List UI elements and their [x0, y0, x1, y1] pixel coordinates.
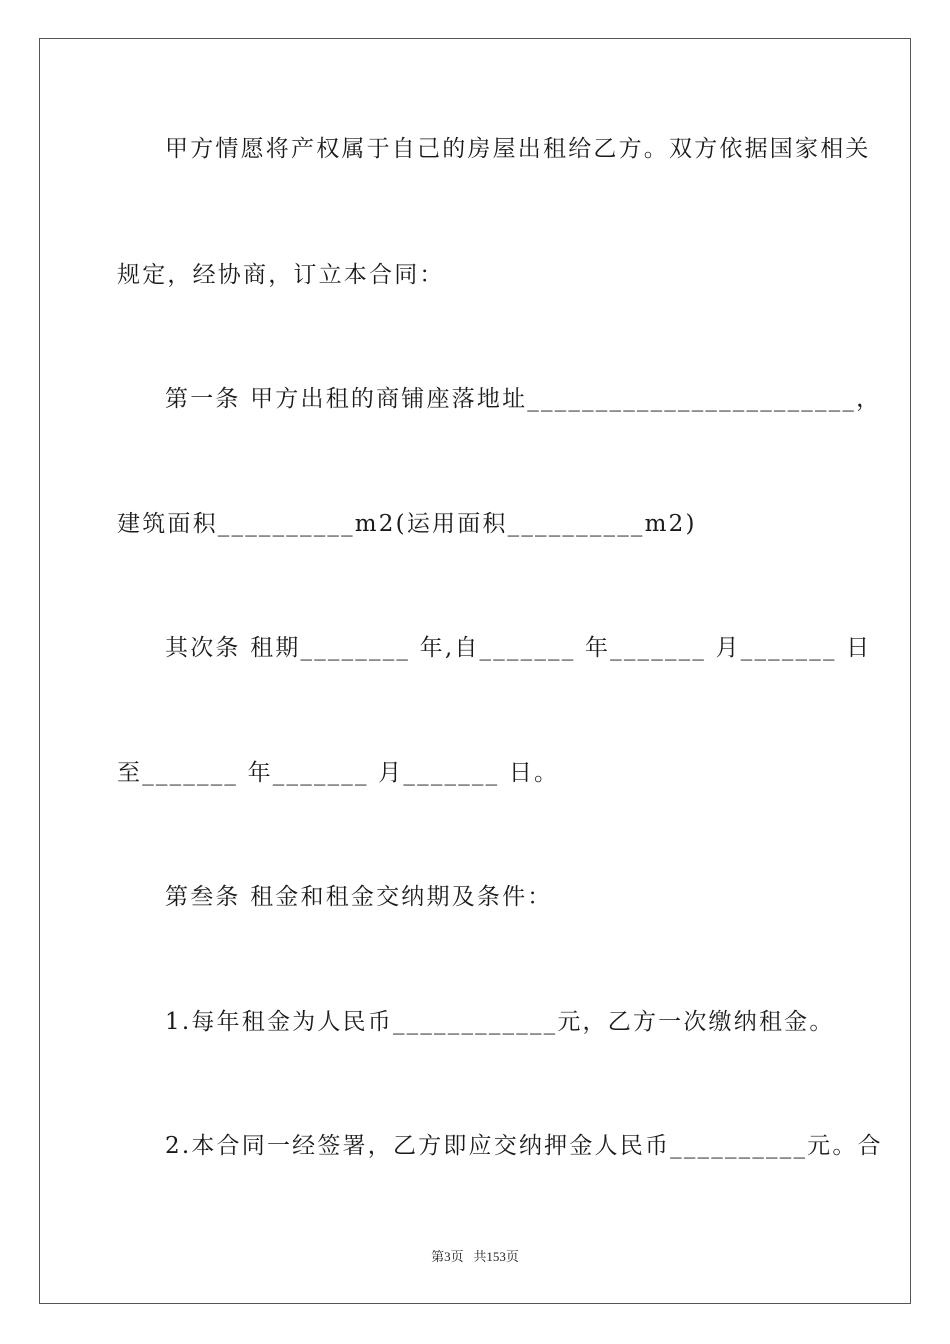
- article-2-line-2: 至_______ 年_______ 月_______ 日。: [117, 760, 560, 786]
- paragraph-intro-line-2: 规定，经协商，订立本合同：: [117, 262, 445, 288]
- article-3-item-1: 1.每年租金为人民币____________元，乙方一次缴纳租金。: [165, 1009, 835, 1035]
- page-border: [39, 38, 911, 1304]
- article-1-line-1: 第一条 甲方出租的商铺座落地址________________________，: [165, 386, 882, 412]
- article-1-line-2: 建筑面积__________m2(运用面积__________m2): [117, 511, 697, 537]
- article-2-line-1: 其次条 租期________ 年,自_______ 年_______ 月_______ 日: [165, 635, 872, 661]
- article-3-item-2: 2.本合同一经签署，乙方即应交纳押金人民币__________元。合: [165, 1133, 883, 1159]
- paragraph-intro-line-1: 甲方情愿将产权属于自己的房屋出租给乙方。双方依据国家相关: [165, 136, 871, 162]
- page-number-footer: 第3页 共153页: [431, 1249, 519, 1264]
- article-3-heading: 第叁条 租金和租金交纳期及条件：: [165, 884, 553, 910]
